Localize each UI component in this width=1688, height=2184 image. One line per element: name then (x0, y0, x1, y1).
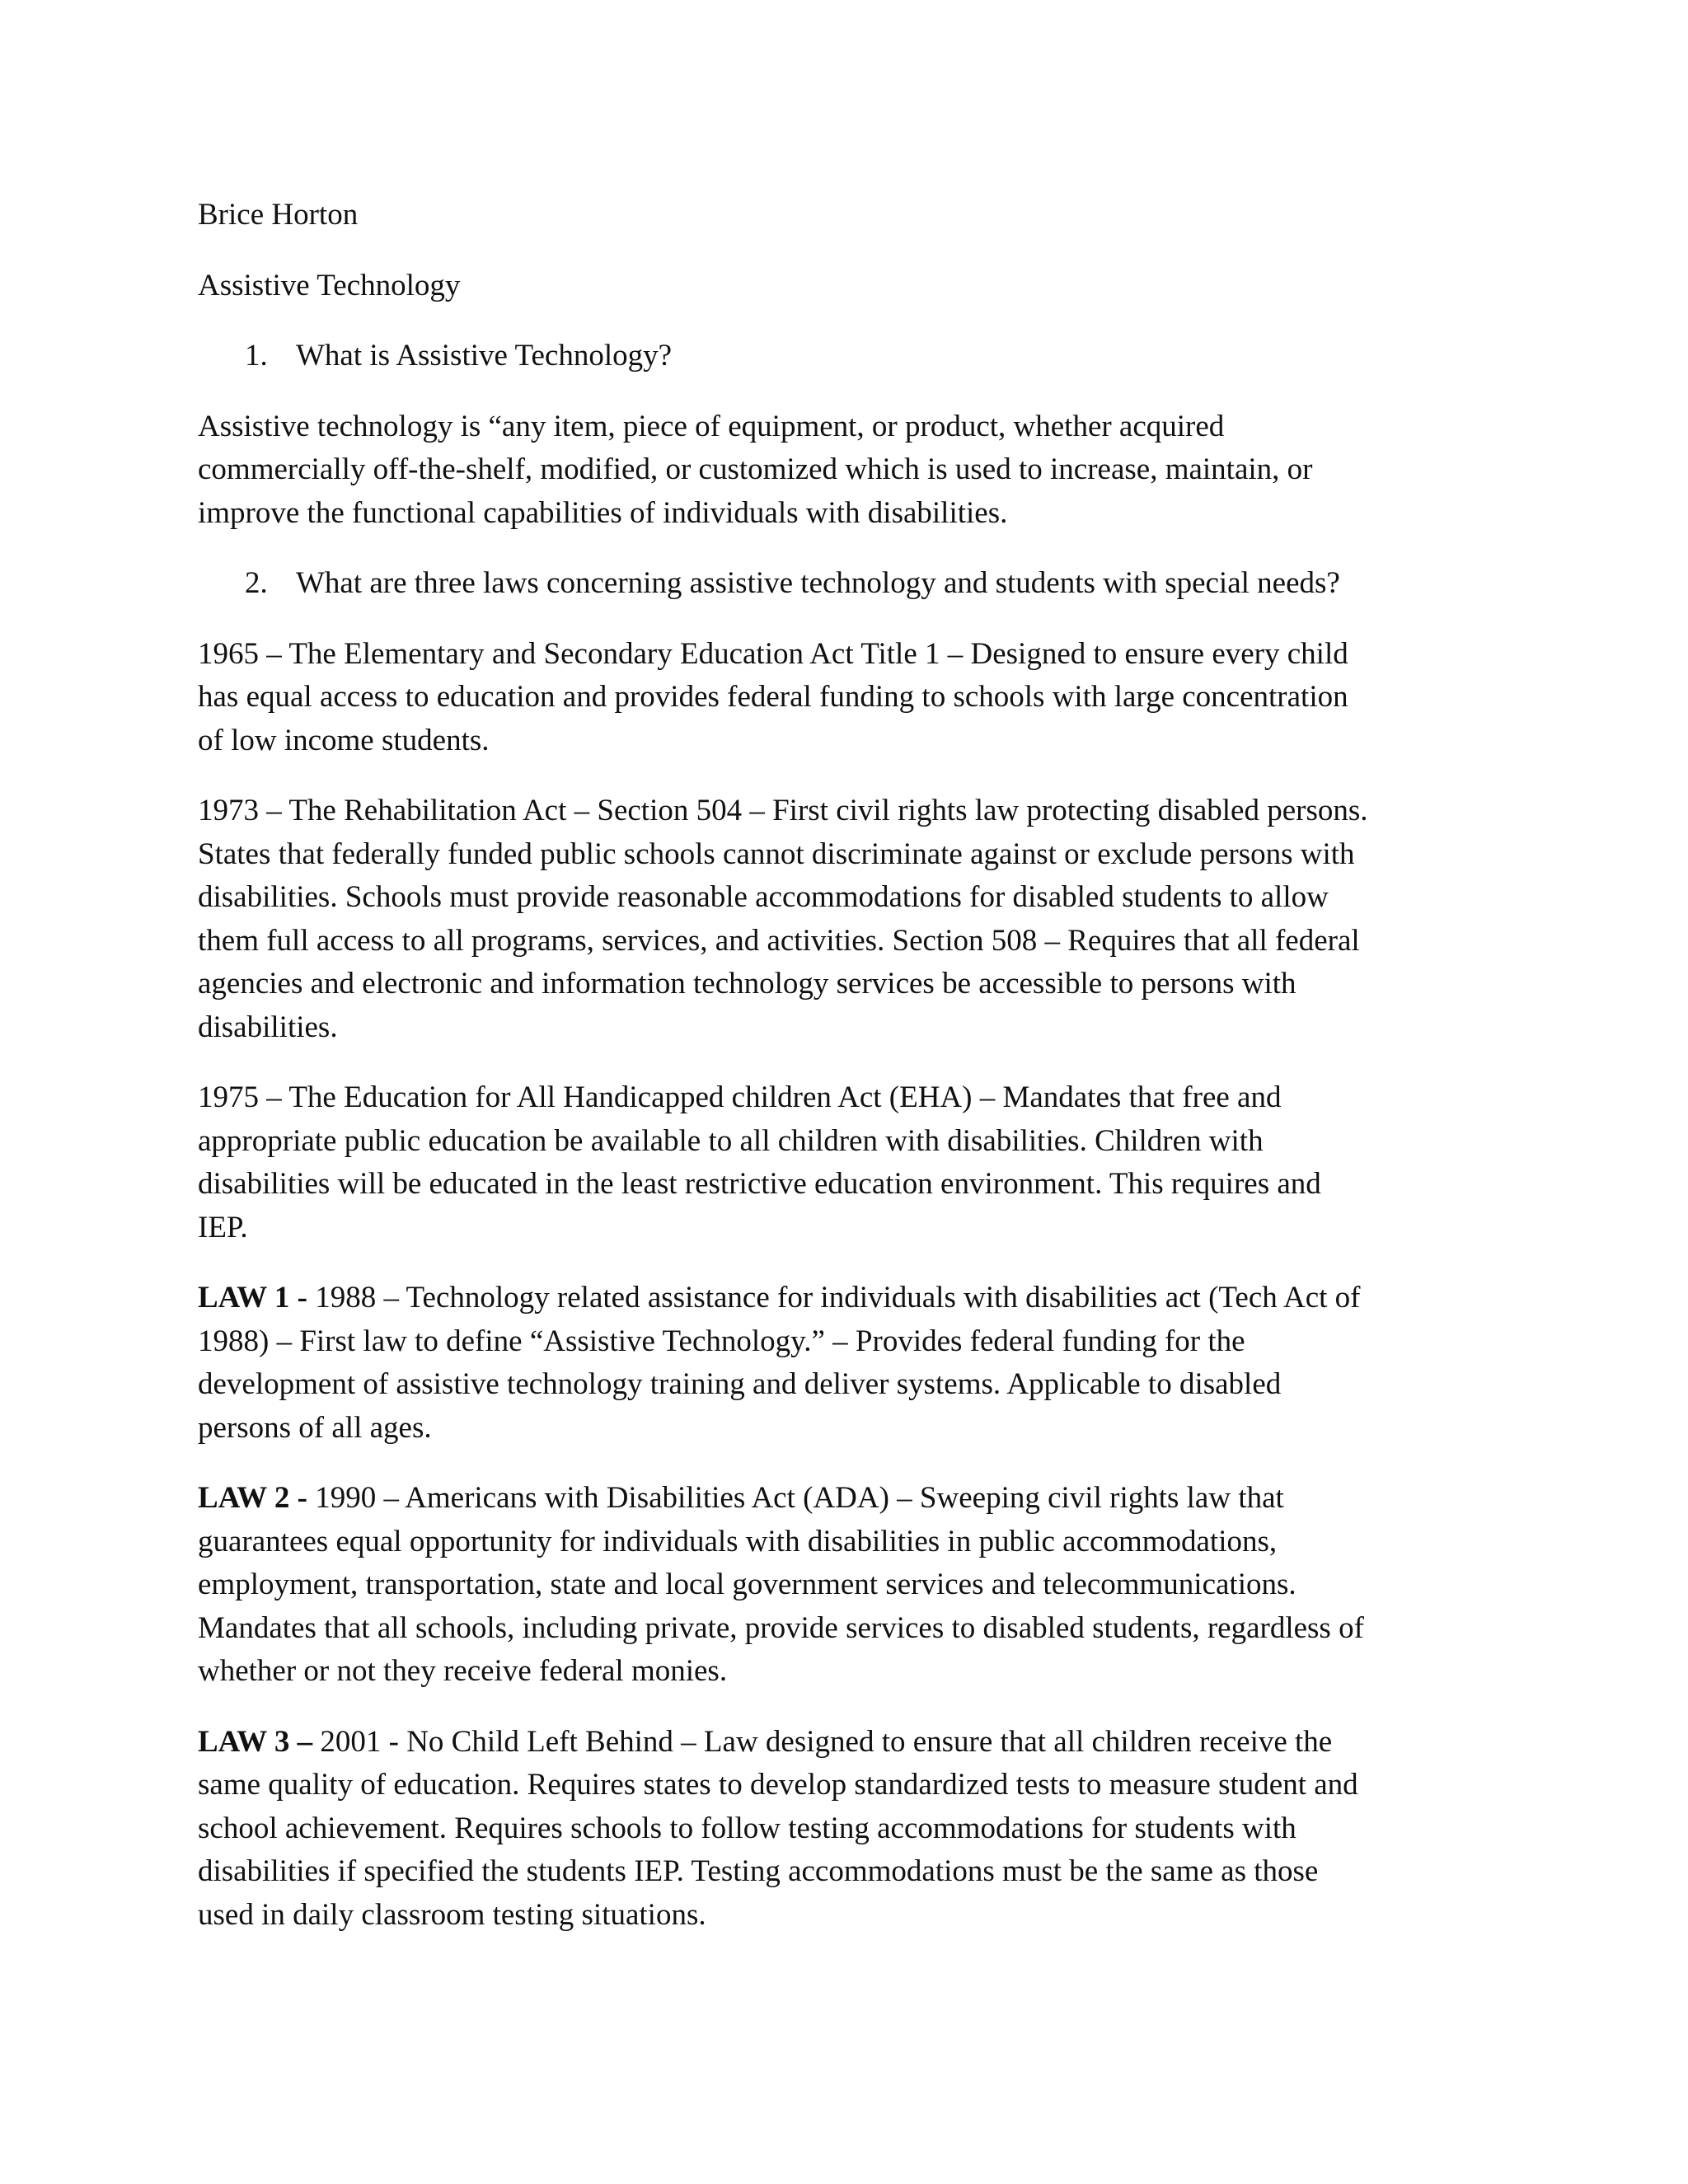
law-paragraph-1990 (198, 1477, 1376, 1694)
question-2 (198, 562, 1498, 606)
paragraph-text: 1973 – The Rehabilitation Act – Section 504 – First civil rights law protecting disabled persons. States that federally funded public schools cannot discriminate against or exclude persons with disabilities. Schools must provide reasonable accommodations for disabled students to allow them full access to all programs, services, and activities. Section 508 – Requires that all federal agencies and electronic and information technology services be accessible to persons with disabilities. (198, 794, 1368, 1044)
law-label: LAW 1 - (198, 1281, 307, 1315)
law-paragraph-1975 (198, 1076, 1376, 1249)
law-paragraph-1965 (198, 633, 1376, 763)
law-label: LAW 2 - (198, 1481, 307, 1515)
author-name: Brice Horton (198, 198, 359, 232)
paragraph-text: 1965 – The Elementary and Secondary Education Act Title 1 – Designed to ensure every child has equal access to education and provides federal funding to schools with large concentration of low income students. (198, 636, 1348, 757)
question-number: 1. (245, 339, 268, 373)
question-number: 2. (245, 566, 268, 600)
question-text: What are three laws concerning assistive technology and students with special needs? (296, 566, 1340, 600)
paragraph-text: 1975 – The Education for All Handicapped children Act (EHA) – Mandates that free and appropriate public education be available to all children with disabilities. Children with disabilities will be educated in the least restrictive education environment. This requires and IEP. (198, 1080, 1321, 1244)
question-1 (198, 335, 1498, 378)
paragraph-text: 2001 - No Child Left Behind – Law designed to ensure that all children receive the same quality of education. Requires states to develop standardized tests to measure student and school achievement. Requires schools to follow testing accommodations for students with disabilities if specified the students IEP. Testing accommodations must be the same as those used in daily classroom testing situations. (198, 1724, 1358, 1932)
document-title: Assistive Technology (198, 268, 461, 302)
law-paragraph-2001 (198, 1721, 1376, 1938)
law-paragraph-1988 (198, 1277, 1376, 1450)
law-paragraph-1973 (198, 790, 1376, 1049)
paragraph-text: 1990 – Americans with Disabilities Act (ADA) – Sweeping civil rights law that guarantees equal opportunity for individuals with disabilities in public accommodations, employment, transportation, state and local government services and telecommunications. Mandates that all schools, including private, provide services to disabled students, regardless of whether or not they receive federal monies. (198, 1481, 1364, 1688)
paragraph-text: Assistive technology is “any item, piece of equipment, or product, whether acquired commercially off-the-shelf, modified, or customized which is used to increase, maintain, or improve the functional capabilities of individuals with disabilities. (198, 409, 1313, 530)
question-text: What is Assistive Technology? (296, 339, 673, 373)
answer-paragraph (198, 405, 1376, 536)
paragraph-text: 1988 – Technology related assistance for individuals with disabilities act (Tech Act of 1988) – First law to define “Assistive Technology.” – Provides federal funding for the development of assistive technology training and deliver systems. Applicable to disabled persons of all ages. (198, 1281, 1361, 1445)
law-label: LAW 3 – (198, 1724, 313, 1759)
